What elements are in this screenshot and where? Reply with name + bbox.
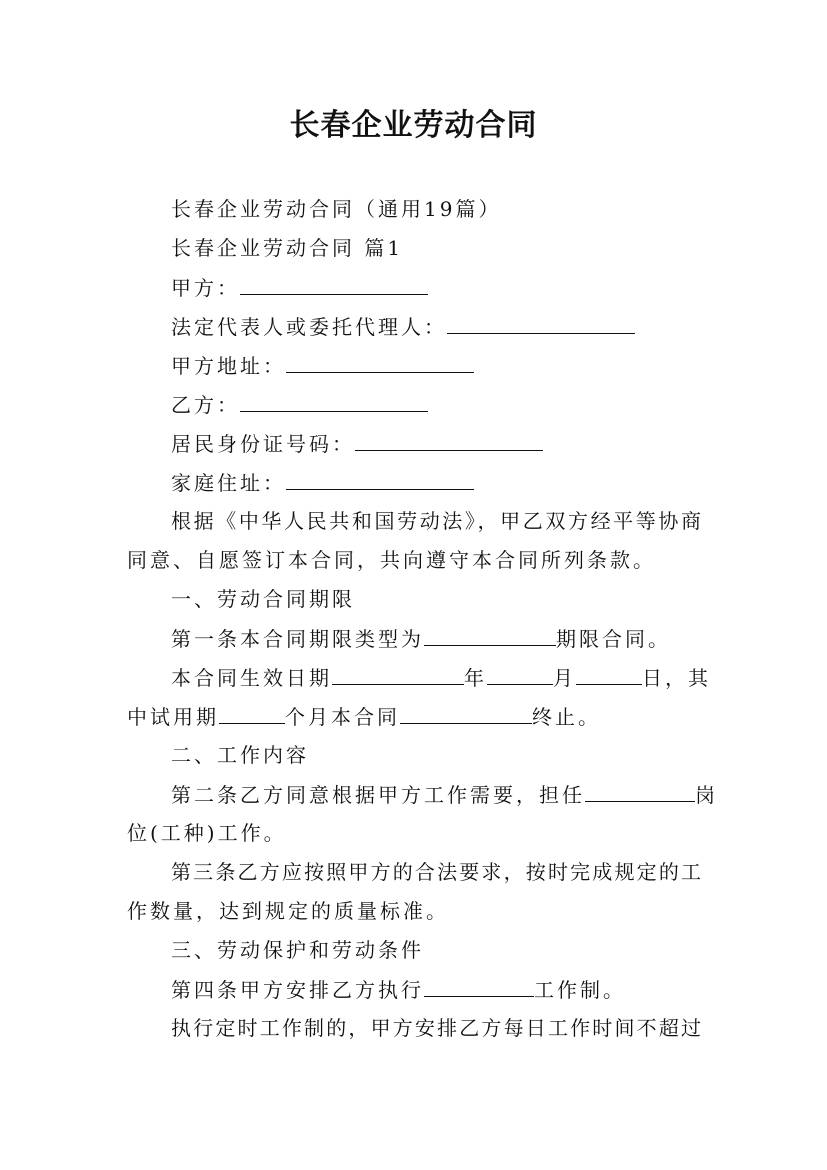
party-b-blank <box>240 385 428 412</box>
article-4-text-a: 第四条甲方安排乙方执行 <box>171 978 424 1002</box>
effective-day-blank <box>576 658 642 685</box>
party-b-line <box>127 385 703 424</box>
section-3-heading: 三、劳动保护和劳动条件 <box>171 938 424 962</box>
section-2-heading: 二、工作内容 <box>171 743 309 767</box>
effective-month-blank <box>487 658 553 685</box>
home-address-label: 家庭住址： <box>171 471 286 495</box>
day-label: 日，其 <box>642 666 711 690</box>
article-4-text-b: 工作制。 <box>534 978 626 1002</box>
party-a-line <box>127 268 703 307</box>
year-label: 年 <box>464 666 487 690</box>
article-2-line-2: 位(工种)工作。 <box>127 821 287 845</box>
position-blank <box>585 775 695 802</box>
trial-period-text-b: 个月本合同 <box>285 705 400 729</box>
document-title: 长春企业劳动合同 <box>289 108 538 143</box>
home-address-line <box>127 463 703 502</box>
preamble-line-2: 同意、自愿签订本合同，共向遵守本合同所列条款。 <box>127 548 656 572</box>
effective-year-blank <box>332 658 464 685</box>
article-3-line-2: 作数量，达到规定的质量标准。 <box>127 899 449 923</box>
effective-date-line <box>127 658 711 697</box>
party-a-address-blank <box>286 346 474 373</box>
home-address-blank <box>286 463 474 490</box>
preamble-line-1: 根据《中华人民共和国劳动法》，甲乙双方经平等协商 <box>171 509 703 533</box>
end-date-blank <box>400 697 532 724</box>
document-body <box>127 190 718 1048</box>
intro-title: 长春企业劳动合同（通用19篇） <box>171 197 502 221</box>
article-4-line <box>127 970 703 1009</box>
chapter-heading: 长春企业劳动合同 篇1 <box>171 236 404 260</box>
article-1-line <box>127 619 703 658</box>
party-a-blank <box>240 268 428 295</box>
party-a-label: 甲方： <box>171 276 240 300</box>
id-number-line <box>127 424 703 463</box>
trial-period-text-a: 中试用期 <box>127 705 219 729</box>
id-number-blank <box>355 424 543 451</box>
party-a-address-label: 甲方地址： <box>171 354 286 378</box>
legal-rep-label: 法定代表人或委托代理人： <box>171 315 447 339</box>
trial-months-blank <box>219 697 285 724</box>
trial-period-text-c: 终止。 <box>532 705 601 729</box>
contract-type-blank <box>424 619 556 646</box>
month-label: 月 <box>553 666 576 690</box>
section-1-heading: 一、劳动合同期限 <box>171 587 355 611</box>
article-1-text-b: 期限合同。 <box>556 627 671 651</box>
article-1-text-a: 第一条本合同期限类型为 <box>171 627 424 651</box>
article-3-line-1: 第三条乙方应按照甲方的合法要求，按时完成规定的工 <box>171 860 703 884</box>
article-4-line-2: 执行定时工作制的，甲方安排乙方每日工作时间不超过 <box>171 1016 703 1040</box>
article-2-text-a: 第二条乙方同意根据甲方工作需要，担任 <box>171 783 585 807</box>
legal-rep-blank <box>447 307 635 334</box>
article-2-line <box>127 775 718 814</box>
legal-rep-line <box>127 307 703 346</box>
party-a-address-line <box>127 346 703 385</box>
work-system-blank <box>424 970 534 997</box>
trial-period-line <box>127 697 703 736</box>
effective-date-label: 本合同生效日期 <box>171 666 332 690</box>
id-number-label: 居民身份证号码： <box>171 432 355 456</box>
article-2-text-b: 岗 <box>695 783 718 807</box>
party-b-label: 乙方： <box>171 393 240 417</box>
